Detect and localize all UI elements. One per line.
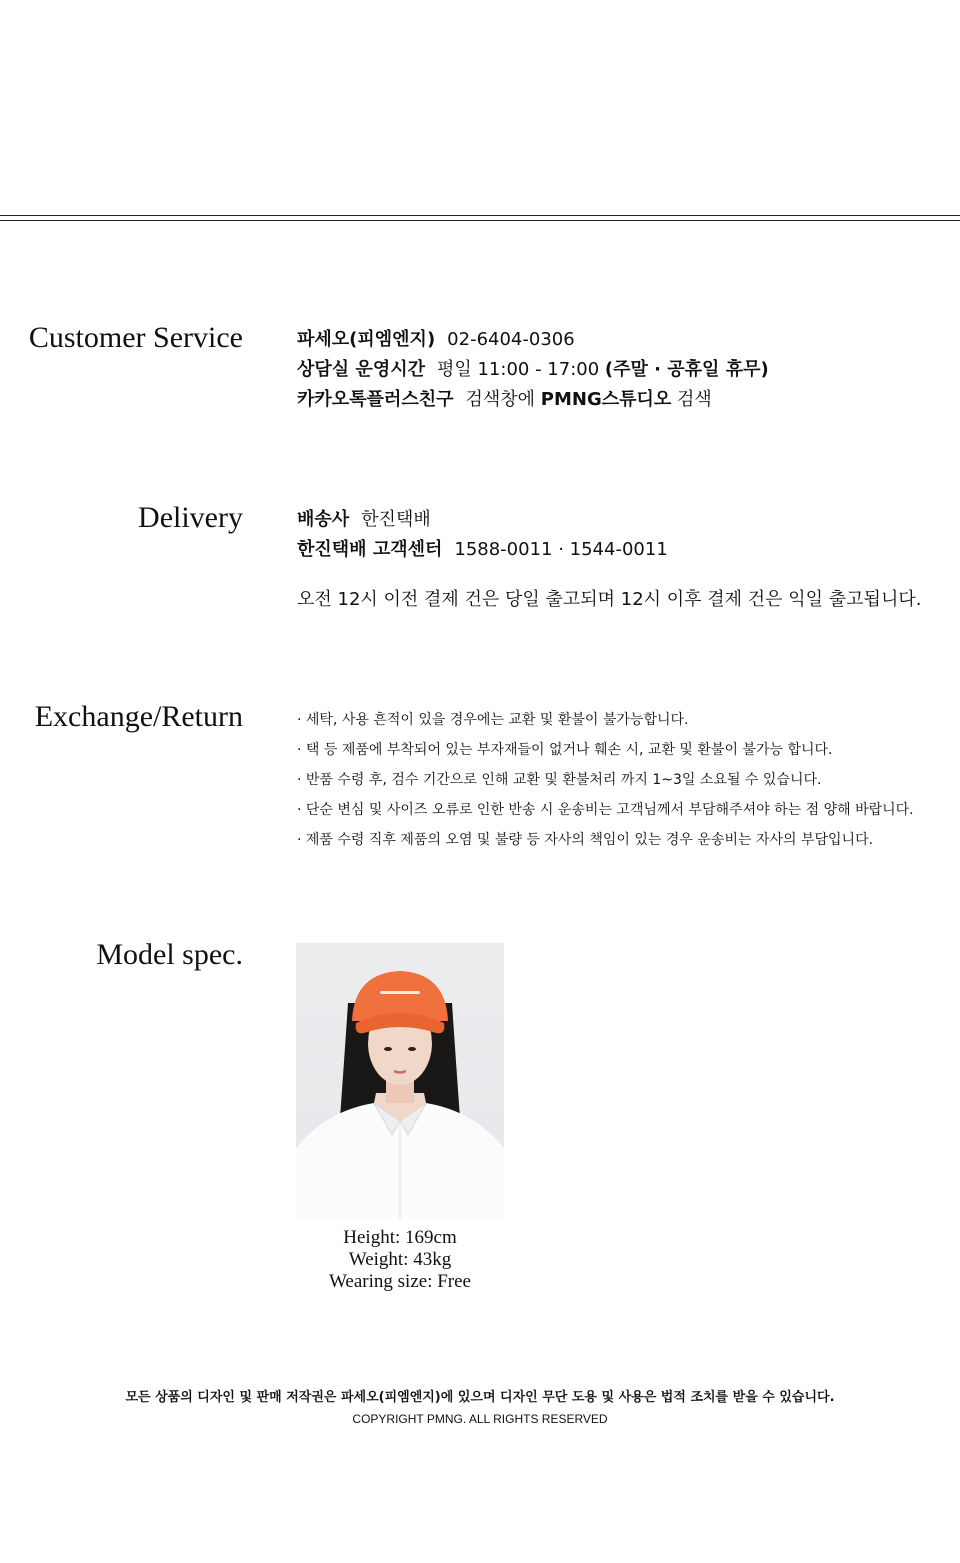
- exchange-return-heading: Exchange/Return: [34, 700, 243, 733]
- delivery-info: [297, 505, 921, 615]
- delivery-note: 오전 12시 이전 결제 건은 당일 출고되며 12시 이후 결제 건은 익일 출고됩니다.: [297, 589, 922, 610]
- model-spec-text: [296, 1227, 504, 1293]
- model-spec-heading: Model spec.: [96, 938, 243, 971]
- top-divider: [0, 215, 960, 216]
- top-divider-second: [0, 220, 960, 221]
- phone-number: 02-6404-0306: [447, 329, 575, 350]
- phone-line: [297, 325, 769, 355]
- carrier-line: [297, 505, 921, 535]
- center-numbers: 1588-0011 · 1544-0011: [454, 539, 668, 560]
- exchange-return-list: [297, 705, 914, 855]
- kakao-label: 카카오톡플러스친구: [297, 389, 454, 410]
- kakao-post: 검색: [677, 389, 712, 410]
- policy-item: · 택 등 제품에 부착되어 있는 부자재들이 없거나 훼손 시, 교환 및 환불이 불가능 합니다.: [297, 742, 833, 758]
- model-height: Height: 169cm: [343, 1227, 457, 1248]
- footer-copyright-kr: 모든 상품의 디자인 및 판매 저작권은 파세오(피엠엔지)에 있으며 디자인 무단 도용 및 사용은 법적 조치를 받을 수 있습니다.: [125, 1390, 835, 1405]
- kakao-line: [297, 385, 769, 415]
- policy-item: · 단순 변심 및 사이즈 오류로 인한 반송 시 운송비는 고객님께서 부담해주셔야 하는 점 양해 바랍니다.: [297, 802, 914, 818]
- policy-item: · 반품 수령 후, 검수 기간으로 인해 교환 및 환불처리 까지 1~3일 소요될 수 있습니다.: [297, 772, 822, 788]
- phone-label: 파세오(피엠엔지): [297, 329, 436, 350]
- hours-value: 평일 11:00 - 17:00: [436, 359, 600, 380]
- carrier-value: 한진택배: [361, 509, 431, 530]
- kakao-name: PMNG스튜디오: [540, 389, 672, 410]
- hours-note: (주말 · 공휴일 휴무): [604, 359, 769, 380]
- hours-label: 상담실 운영시간: [297, 359, 425, 380]
- center-line: [297, 535, 921, 565]
- carrier-label: 배송사: [297, 509, 350, 530]
- hours-line: [297, 355, 769, 385]
- model-illustration: [296, 943, 504, 1220]
- policy-item: · 세탁, 사용 흔적이 있을 경우에는 교환 및 환불이 불가능합니다.: [297, 712, 689, 728]
- center-label: 한진택배 고객센터: [297, 539, 443, 560]
- model-size: Wearing size: Free: [329, 1271, 471, 1292]
- customer-service-heading: Customer Service: [28, 321, 243, 354]
- kakao-pre: 검색창에: [465, 389, 536, 410]
- delivery-heading: Delivery: [138, 501, 243, 534]
- policy-item: · 제품 수령 직후 제품의 오염 및 불량 등 자사의 책임이 있는 경우 운송비는 자사의 부담입니다.: [297, 832, 874, 848]
- model-weight: Weight: 43kg: [348, 1249, 452, 1270]
- customer-service-info: [297, 325, 769, 415]
- footer-copyright-en: COPYRIGHT PMNG. ALL RIGHTS RESERVED: [352, 1412, 608, 1426]
- model-photo: [296, 943, 504, 1220]
